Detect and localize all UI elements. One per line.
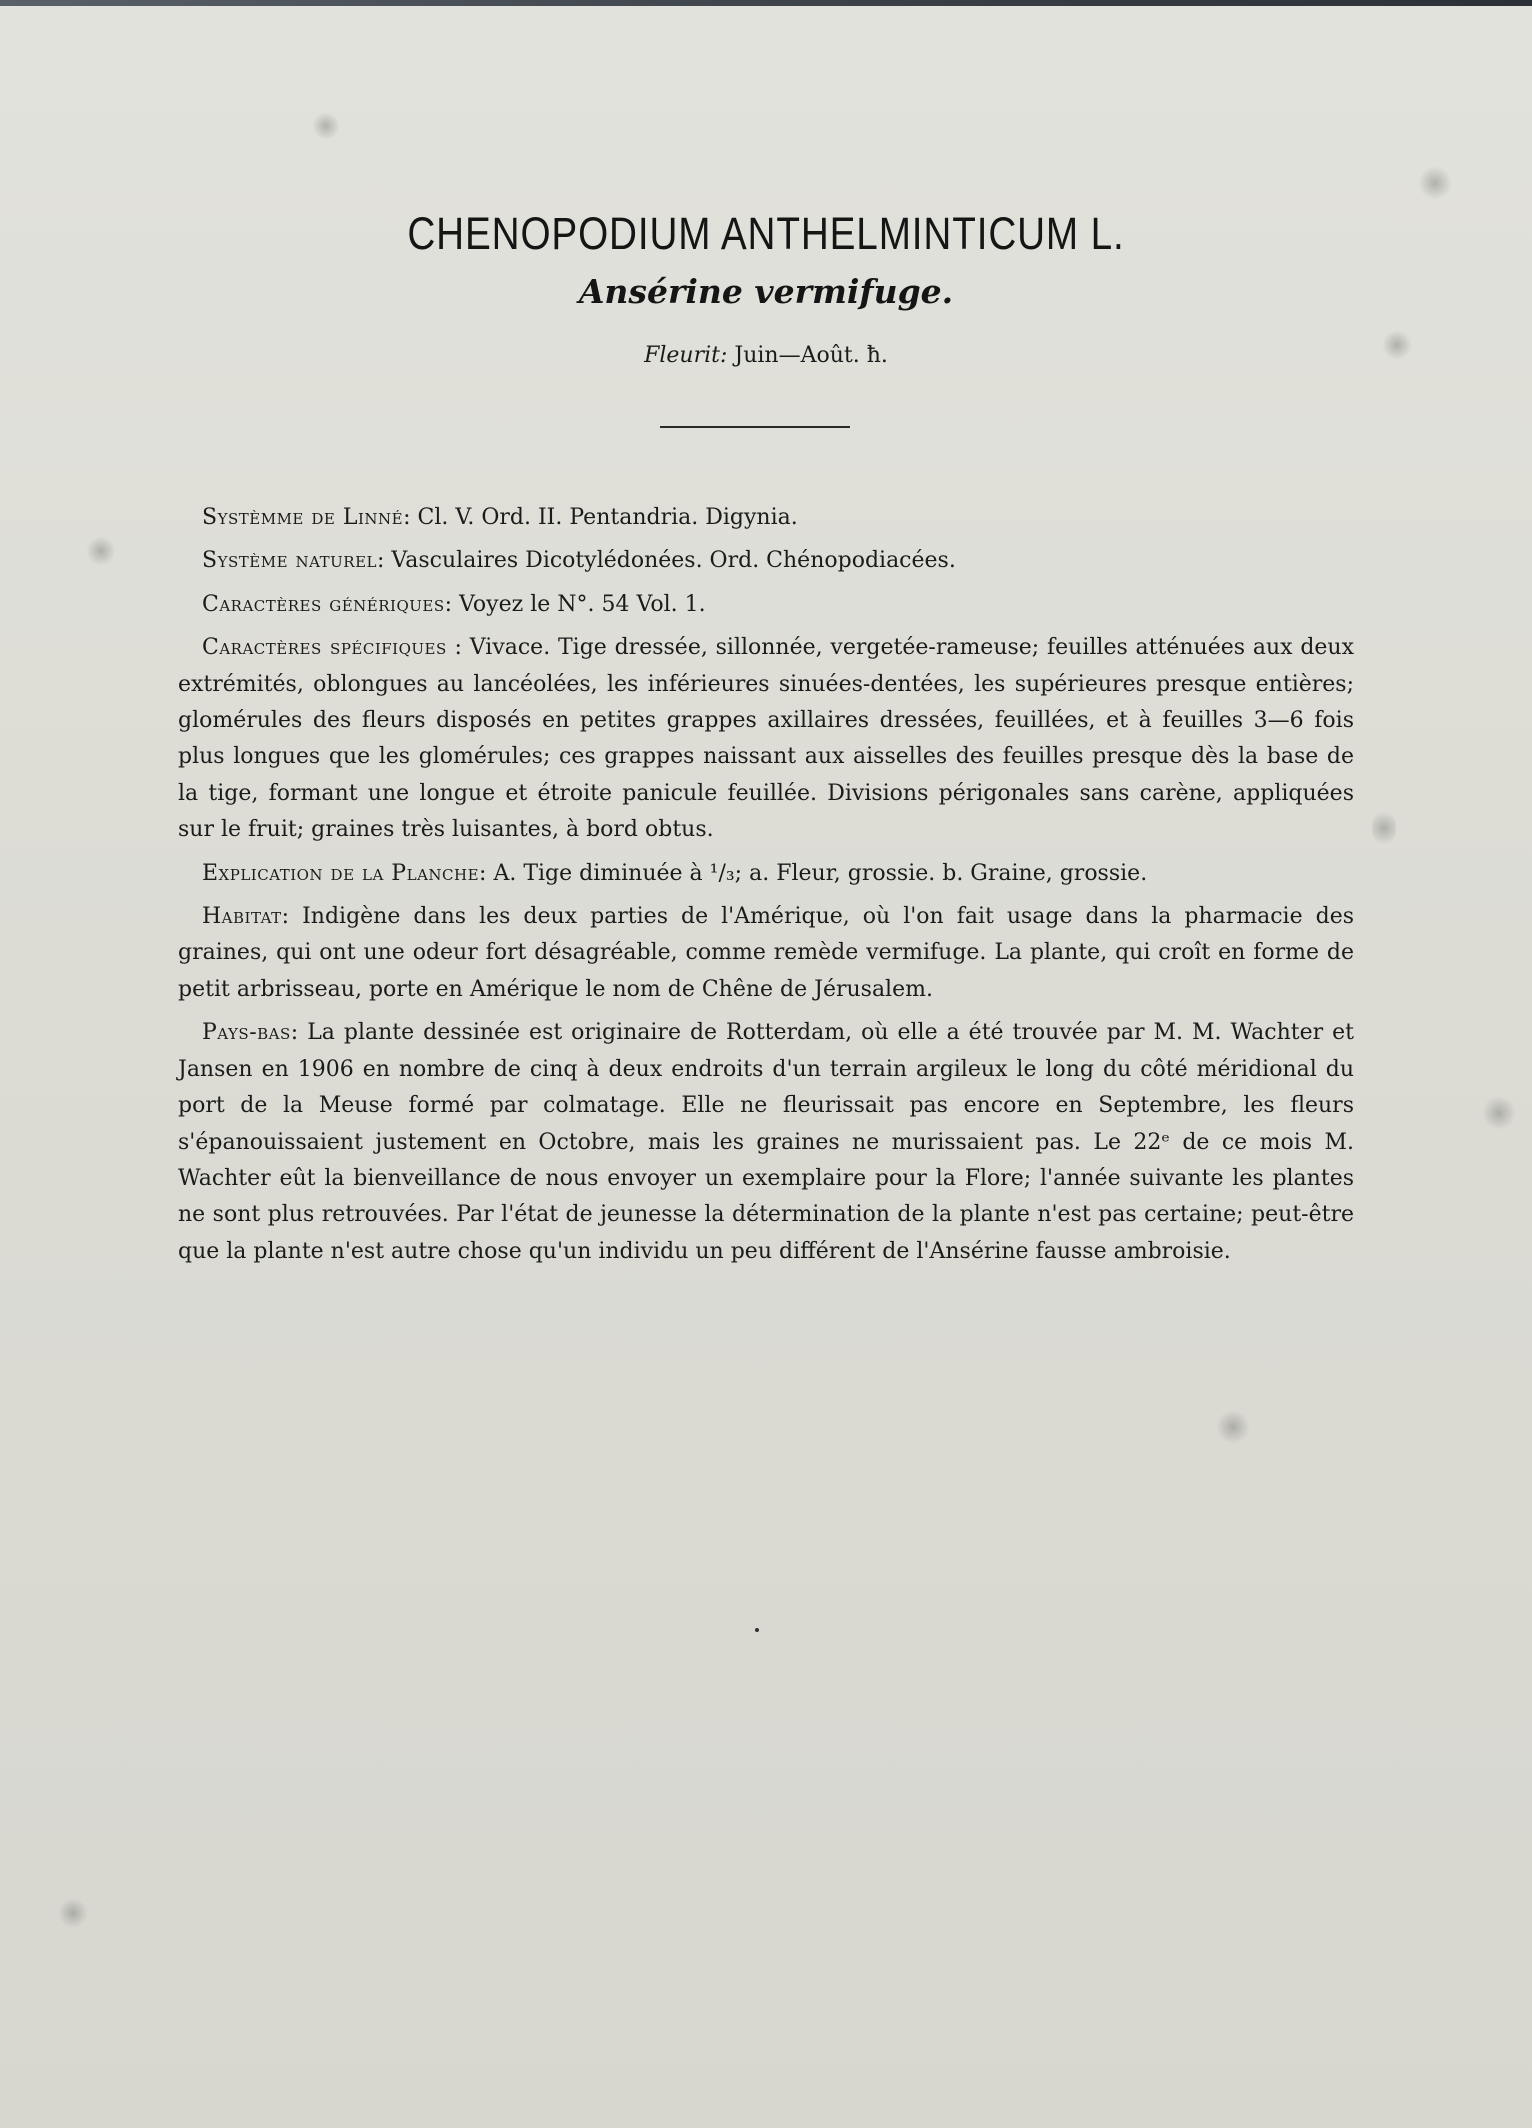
paper-spot [1482, 1096, 1516, 1130]
section-text: La plante dessinée est originaire de Rotterdam, où elle a été trouvée par M. M. Wachter et Jansen en 1906 en nombre de cinq à deux endroits d'un terrain argileux le long du côté méridional du port de la Meuse formé par colmatage. Elle ne fleurissait pas encore en Septembre, les fleurs s'épanouissaient justement en Octobre, mais les graines ne murissaient pas. Le 22ᵉ de ce mois M. Wachter eût la bienveillance de nous envoyer un exemplaire pour la Flore; l'année suivante les plantes ne sont plus retrouvées. Par l'état de jeunesse la détermination de la plante n'est pas certaine; peut-être que la plante n'est autre chose qu'un individu un peu différent de l'Ansérine fausse ambroisie. [178, 1020, 1355, 1264]
page-title: CHENOPODIUM ANTHELMINTICUM L. [407, 208, 1125, 259]
page-subtitle: Ansérine vermifuge. [578, 272, 954, 311]
flowering-line [0, 343, 1532, 368]
section-netherlands: Pays-bas: La plante dessinée est originaire de Rotterdam, où elle a été trouvée par M. M. Wachter et Jansen en 1906 en nombre de cinq à deux endroits d'un terrain argileux le long du côté méridional du port de la Meuse formé par colmatage. Elle ne fleurissait pas encore en Septembre, les fleurs s'épanouissaient justement en Octobre, mais les graines ne murissaient pas. Le 22ᵉ de ce mois M. Wachter eût la bienveillance de nous envoyer un exemplaire pour la Flore; l'année suivante les plantes ne sont plus retrouvées. Par l'état de jeunesse la détermination de la plante n'est pas certaine; peut-être que la plante n'est autre chose qu'un individu un peu différent de l'Ansérine fausse ambroisie. [178, 1020, 1355, 1264]
section-plate-explanation: Explication de la Planche: A. Tige diminuée à ¹/₃; a. Fleur, grossie. b. Graine, grossie. [202, 860, 1148, 886]
paper-spot [1216, 1410, 1250, 1444]
section-label: Systèmme de Linné [202, 505, 404, 530]
section-text: Vivace. Tige dressée, sillonnée, vergetée-rameuse; feuilles atténuées aux deux extrémités, oblongues au lancéolées, les inférieures sinuées-dentées, les supérieures presque entières; glomérules des fleurs disposés en petites grappes axillaires dressées, feuillées, et à feuilles 3—6 fois plus longues que les glomérules; ces grappes naissant aux aisselles des feuilles presque dès la base de la tige, formant une longue et étroite panicule feuillée. Divisions périgonales sans carène, appliquées sur le fruit; graines très luisantes, à bord obtus. [178, 635, 1354, 843]
section-text: Cl. V. Ord. II. Pentandria. Digynia. [417, 505, 798, 530]
section-label: Explication de la Planche [202, 860, 480, 886]
section-habitat: Habitat: Indigène dans les deux parties de l'Amérique, où l'on fait usage dans la pharmacie des graines, qui ont une odeur fort désagréable, comme remède vermifuge. La plante, qui croît en forme de petit arbrisseau, porte en Amérique le nom de Chêne de Jérusalem. [178, 904, 1354, 1002]
flowering-label: Fleurit: [644, 343, 728, 368]
paper-spot [1372, 808, 1396, 848]
section-label: Système naturel [202, 548, 377, 574]
section-linne: Systèmme de Linné: Cl. V. Ord. II. Pentandria. Digynia. [202, 505, 798, 530]
ink-dot [755, 1628, 759, 1632]
section-text: Indigène dans les deux parties de l'Amérique, où l'on fait usage dans la pharmacie des graines, qui ont une odeur fort désagréable, comme remède vermifuge. La plante, qui croît en forme de petit arbrisseau, porte en Amérique le nom de Chêne de Jérusalem. [178, 904, 1354, 1002]
section-generic-characters: Caractères génériques: Voyez le N°. 54 Vol. 1. [202, 591, 706, 617]
section-label: Caractères spécifiques [202, 635, 447, 661]
separator-rule [660, 426, 850, 428]
section-specific-characters: Caractères spécifiques : Vivace. Tige dressée, sillonnée, vergetée-rameuse; feuilles atténuées aux deux extrémités, oblongues au lancéolées, les inférieures sinuées-dentées, les supérieures presque entières; glomérules des fleurs disposés en petites grappes axillaires dressées, feuillées, et à feuilles 3—6 fois plus longues que les glomérules; ces grappes naissant aux aisselles des feuilles presque dès la base de la tige, formant une longue et étroite panicule feuillée. Divisions périgonales sans carène, appliquées sur le fruit; graines très luisantes, à bord obtus. [178, 635, 1354, 843]
section-label: Caractères génériques [202, 591, 445, 617]
page-top-edge [0, 0, 1532, 6]
section-text: Vasculaires Dicotylédonées. Ord. Chénopodiacées. [391, 548, 956, 574]
flowering-value: Juin—Août. ħ. [734, 343, 888, 368]
section-text: A. Tige diminuée à ¹/₃; a. Fleur, grossie. b. Graine, grossie. [493, 860, 1148, 886]
description-body [178, 500, 1354, 1277]
section-label: Habitat [202, 904, 282, 930]
paper-spot [1418, 166, 1452, 200]
paper-spot [312, 112, 340, 140]
section-label: Pays-bas [202, 1020, 291, 1046]
paper-spot [86, 536, 116, 566]
section-text: Voyez le N°. 54 Vol. 1. [459, 591, 706, 617]
section-natural-system: Système naturel: Vasculaires Dicotylédonées. Ord. Chénopodiacées. [202, 548, 956, 574]
paper-spot [58, 1898, 88, 1928]
